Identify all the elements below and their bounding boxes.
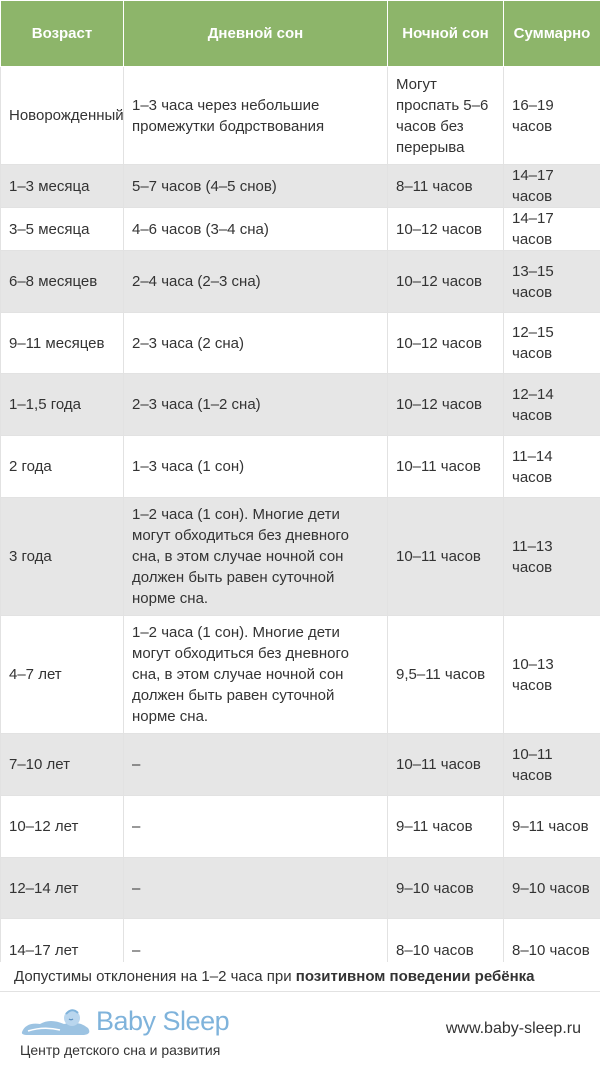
cell-total: 8–10 часов xyxy=(504,919,600,982)
cell-total: 14–17 часов xyxy=(504,165,600,208)
header-day-sleep: Дневной сон xyxy=(124,1,388,67)
cell-age: 3 года xyxy=(1,498,124,616)
table-row xyxy=(1,498,600,616)
cell-night-sleep: 9–10 часов xyxy=(388,858,504,919)
cell-total: 14–17 часов xyxy=(504,208,600,251)
footer xyxy=(0,994,600,1066)
cell-night-sleep: 10–11 часов xyxy=(388,734,504,796)
cell-night-sleep: 10–12 часов xyxy=(388,208,504,251)
cell-age: Новорожденный xyxy=(1,67,124,165)
header-total: Суммарно xyxy=(504,1,600,67)
logo-tagline: Центр детского сна и развития xyxy=(20,1042,221,1058)
logo-wordmark: Baby Sleep xyxy=(96,1006,230,1036)
cell-age: 2 года xyxy=(1,436,124,498)
cell-night-sleep: 10–12 часов xyxy=(388,251,504,313)
cell-age: 3–5 месяца xyxy=(1,208,124,251)
cell-day-sleep: 4–6 часов (3–4 сна) xyxy=(124,208,388,251)
table-row xyxy=(1,858,600,919)
website-link[interactable]: www.baby-sleep.ru xyxy=(445,1020,581,1037)
table-row xyxy=(1,67,600,165)
table-row xyxy=(1,374,600,436)
table-row xyxy=(1,313,600,374)
header-night-sleep: Ночной сон xyxy=(388,1,504,67)
cell-total: 9–11 часов xyxy=(504,796,600,858)
table-row xyxy=(1,165,600,208)
cell-day-sleep: 5–7 часов (4–5 снов) xyxy=(124,165,388,208)
cell-day-sleep: 2–3 часа (2 сна) xyxy=(124,313,388,374)
cell-day-sleep: 1–2 часа (1 сон). Многие дети могут обходиться без дневного сна, в этом случае ночной сон должен быть равен суточной норме сна. xyxy=(124,498,388,616)
header-age: Возраст xyxy=(1,1,124,67)
cell-age: 9–11 месяцев xyxy=(1,313,124,374)
table-row xyxy=(1,208,600,251)
cell-day-sleep: 1–3 часа через небольшие промежутки бодрствования xyxy=(124,67,388,165)
cell-age: 1–1,5 года xyxy=(1,374,124,436)
cell-day-sleep: 1–2 часа (1 сон). Многие дети могут обходиться без дневного сна, в этом случае ночной сон должен быть равен суточной норме сна. xyxy=(124,616,388,734)
cell-night-sleep: 9–11 часов xyxy=(388,796,504,858)
cell-total: 13–15 часов xyxy=(504,251,600,313)
cell-total: 10–11 часов xyxy=(504,734,600,796)
table-header-row xyxy=(1,1,600,67)
cell-night-sleep: 10–11 часов xyxy=(388,498,504,616)
cell-day-sleep: – xyxy=(124,919,388,982)
cell-day-sleep: – xyxy=(124,858,388,919)
cell-night-sleep: 8–10 часов xyxy=(388,919,504,982)
cell-night-sleep: Могут проспать 5–6 часов без перерыва xyxy=(388,67,504,165)
cell-age: 1–3 месяца xyxy=(1,165,124,208)
cell-day-sleep: 2–4 часа (2–3 сна) xyxy=(124,251,388,313)
note-text: Допустимы отклонения на 1–2 часа при xyxy=(14,968,296,985)
cell-age: 14–17 лет xyxy=(1,919,124,982)
table-row xyxy=(1,251,600,313)
cell-total: 11–14 часов xyxy=(504,436,600,498)
cell-day-sleep: 1–3 часа (1 сон) xyxy=(124,436,388,498)
table-row xyxy=(1,436,600,498)
cell-day-sleep: – xyxy=(124,734,388,796)
cell-total: 10–13 часов xyxy=(504,616,600,734)
cell-night-sleep: 10–12 часов xyxy=(388,313,504,374)
note-emphasis: позитивном поведении ребёнка xyxy=(295,968,535,985)
cell-night-sleep: 9,5–11 часов xyxy=(388,616,504,734)
tolerance-note xyxy=(0,962,600,992)
cell-day-sleep: 2–3 часа (1–2 сна) xyxy=(124,374,388,436)
table-row xyxy=(1,616,600,734)
cell-total: 11–13 часов xyxy=(504,498,600,616)
cell-night-sleep: 10–12 часов xyxy=(388,374,504,436)
cell-total: 16–19 часов xyxy=(504,67,600,165)
baby-sleep-logo[interactable] xyxy=(20,1004,230,1060)
cell-night-sleep: 10–11 часов xyxy=(388,436,504,498)
cell-total: 9–10 часов xyxy=(504,858,600,919)
cell-total: 12–14 часов xyxy=(504,374,600,436)
table-row xyxy=(1,796,600,858)
cell-total: 12–15 часов xyxy=(504,313,600,374)
cell-age: 4–7 лет xyxy=(1,616,124,734)
sleeping-baby-icon xyxy=(20,1004,94,1040)
cell-night-sleep: 8–11 часов xyxy=(388,165,504,208)
cell-age: 7–10 лет xyxy=(1,734,124,796)
table-row xyxy=(1,734,600,796)
cell-age: 6–8 месяцев xyxy=(1,251,124,313)
cell-day-sleep: – xyxy=(124,796,388,858)
cell-age: 12–14 лет xyxy=(1,858,124,919)
cell-age: 10–12 лет xyxy=(1,796,124,858)
